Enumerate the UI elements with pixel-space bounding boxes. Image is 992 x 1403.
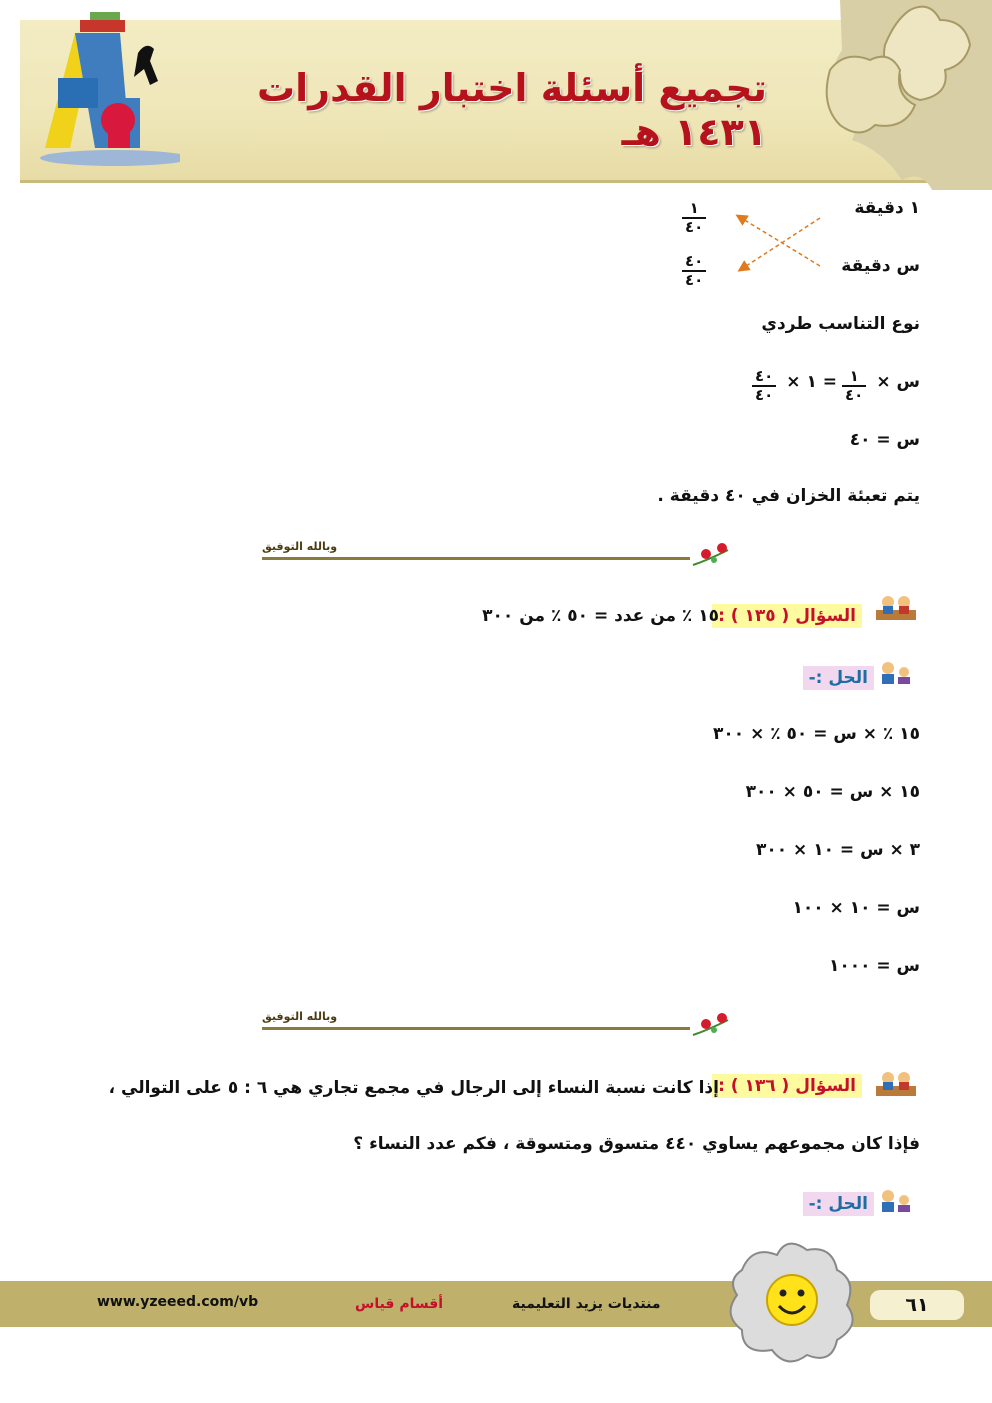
section-divider (262, 1027, 690, 1030)
solution-135-label-wrap (803, 666, 874, 690)
equation-1-middle: = ١ × (786, 372, 837, 392)
students-icon (874, 592, 918, 624)
section-divider (262, 557, 690, 560)
proportion-row1-label: ١ دقيقة (854, 198, 920, 218)
page-number: ٦١ (870, 1290, 964, 1320)
smiley-puzzle-icon (722, 1240, 862, 1365)
step: س = ١٠٠٠ (828, 956, 920, 976)
divider-label: وبالله التوفيق (262, 1010, 338, 1023)
puzzle-pieces-decoration (800, 0, 992, 190)
equation-2: س = ٤٠ (849, 430, 920, 450)
step: ٣ × س = ١٠ × ٣٠٠ (755, 840, 920, 860)
step: س = ١٠ × ١٠٠ (792, 898, 920, 918)
cross-multiply-arrows (730, 208, 830, 278)
question-136-label-wrap (712, 1074, 862, 1098)
conclusion: يتم تعبئة الخزان في ٤٠ دقيقة . (657, 486, 920, 506)
question-136-text-line1: إذا كانت نسبة النساء إلى الرجال في مجمع تجاري هي ٦ : ٥ على التوالي ، (108, 1078, 719, 1098)
roses-icon (688, 1010, 738, 1040)
footer-forum: منتديات يزيد التعليمية (512, 1296, 661, 1312)
step: ١٥ × س = ٥٠ × ٣٠٠ (745, 782, 920, 802)
proportion-row2-label: س دقيقة (841, 256, 920, 276)
proportion-type: نوع التناسب طردي (761, 314, 920, 334)
solution-136-label: الحل :- (803, 1192, 874, 1216)
proportion-row1-fraction: ١ ٤٠ (682, 200, 706, 236)
question-136-label: السؤال ( ١٣٦ ) : (712, 1074, 862, 1098)
divider-label: وبالله التوفيق (262, 540, 338, 553)
alphabet-blocks-logo (20, 8, 180, 168)
equation-1-left: س × (876, 372, 920, 392)
students-icon (874, 1068, 918, 1100)
equation-1-fraction-2: ٤٠ ٤٠ (752, 368, 776, 404)
equation-1-fraction-1: ١ ٤٠ (842, 368, 866, 404)
question-136-text-line2: فإذا كان مجموعهم يساوي ٤٤٠ متسوق ومتسوقة ، فكم عدد النساء ؟ (353, 1134, 920, 1154)
proportion-row2-fraction: ٤٠ ٤٠ (682, 253, 706, 289)
solution-icon (876, 660, 916, 686)
footer-url[interactable]: www.yzeeed.com/vb (97, 1294, 259, 1310)
solution-icon (876, 1188, 916, 1214)
footer-section: أقسام قياس (355, 1296, 444, 1312)
roses-icon (688, 540, 738, 570)
question-135-text: ١٥ ٪ من عدد = ٥٠ ٪ من ٣٠٠ (482, 606, 719, 626)
page-title: تجميع أسئلة اختبار القدرات ١٤٣١ هـ (256, 66, 767, 154)
solution-136-label-wrap (803, 1192, 874, 1216)
step: ١٥ ٪ × س = ٥٠ ٪ × ٣٠٠ (713, 724, 920, 744)
solution-135-label: الحل :- (803, 666, 874, 690)
question-135-label-wrap (712, 604, 862, 628)
question-135-label: السؤال ( ١٣٥ ) : (712, 604, 862, 628)
